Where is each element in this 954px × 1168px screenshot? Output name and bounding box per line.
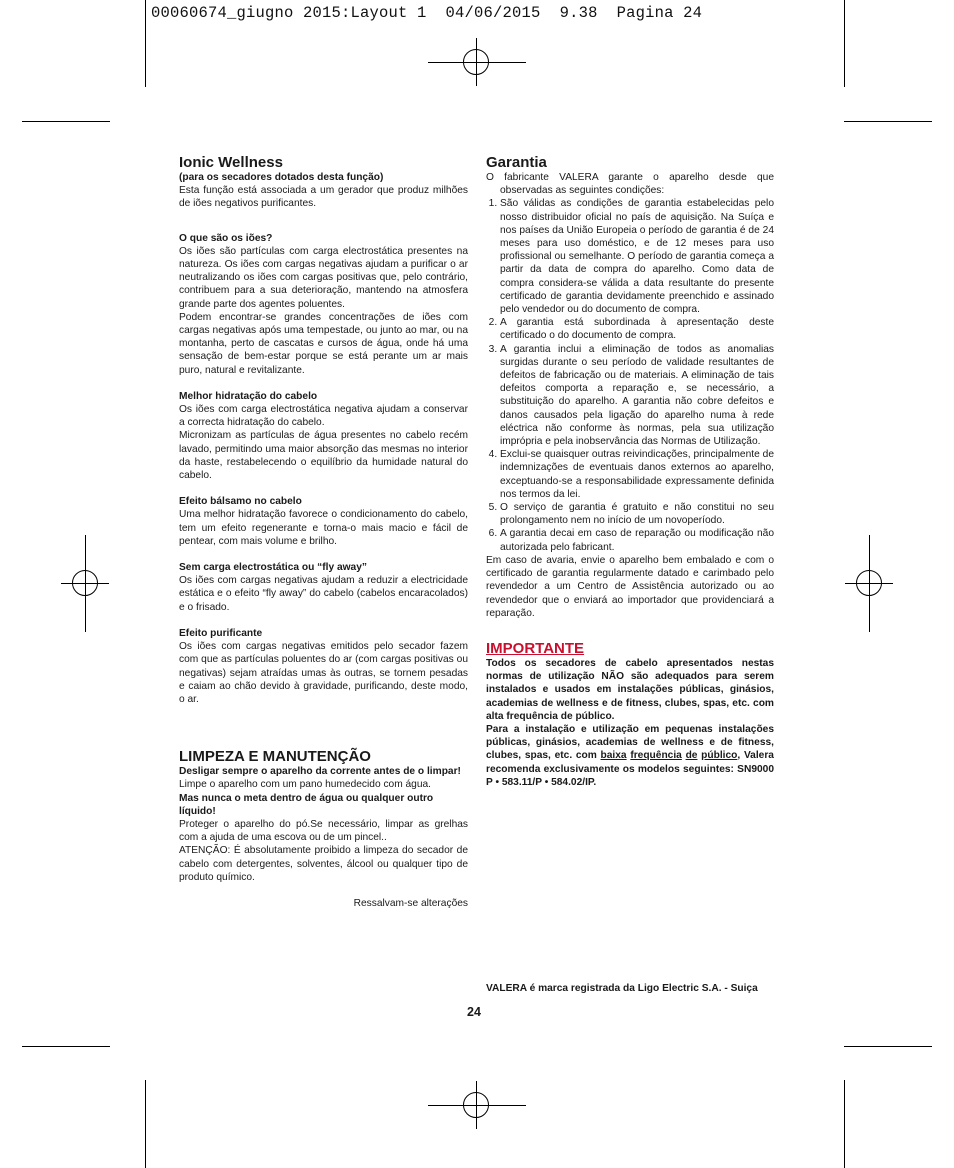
paragraph: Limpe o aparelho com um pano humedecido com água. (179, 779, 432, 791)
bold-paragraph: Para a instalação e utilização em pequenas instalações públicas, ginásios, academias de wellness e de fitness, clubes, spas, etc. com baixa frequência de público, Valera recomenda exclusivamente os modelos seguintes: SN9000 P • 583.11/P • 584.02/IP. (486, 723, 774, 788)
warranty-list (486, 197, 774, 553)
bold-paragraph: Todos os secadores de cabelo apresentados nestas normas de utilização NÃO são adequados para serem instalados e usados em instalações públicas, ginásios, academias de wellness e de fitness, clubes, spas, etc. com alta frequência de público. (486, 657, 774, 722)
crop-mark (844, 0, 845, 87)
section-title-balsam: Efeito bálsamo no cabelo (179, 496, 302, 508)
registration-mark-circle (856, 570, 882, 596)
section-title-purifying: Efeito purificante (179, 627, 263, 639)
crop-mark (844, 1046, 932, 1047)
paragraph: Os iões com cargas negativas emitidos pelo secador fazem com que as partículas poluentes do ar (com cargas positivas ou negativas) sejam atraídas umas às outras, se tornem pesadas e caiam ao chão devido à gravidade, purificando, deste modo, o ar. (179, 641, 468, 705)
registration-mark-circle (72, 570, 98, 596)
crop-mark (145, 1080, 146, 1168)
crop-mark (145, 0, 146, 87)
section-title-cleaning: LIMPEZA E MANUTENÇÃO (179, 748, 371, 766)
reserve-note: Ressalvam-se alterações (353, 897, 468, 909)
section-title-ions: O que são os iões? (179, 232, 273, 244)
section-title-important: IMPORTANTE (486, 639, 585, 657)
paragraph: Uma melhor hidratação favorece o condicionamento do cabelo, tem um efeito regenerante e torna-o mais macio e fácil de pentear, com mais volume e brilho. (179, 509, 468, 547)
section-title-warranty: Garantia (486, 154, 547, 171)
paragraph: Os iões com cargas negativas ajudam a reduzir a electricidade estática e o efeito “fly away” do cabelo (cabelos encaracolados) e o frisado. (179, 575, 468, 613)
paragraph: Micronizam as partículas de água presentes no cabelo recém lavado, permitindo uma maior absorção das mesmas no interior da haste, restabelecendo o equilíbrio da humidade natural do cabelo. (179, 430, 468, 482)
list-item: 3. A garantia inclui a eliminação de todos as anomalias surgidas durante o seu período de validade resultantes de defeitos de fabricação ou de materiais. A eliminação de tais defeitos comporta a reparação e, se necessário, a substituição do aparelho. A garantia não cobre defeitos e danos causados pela ligação do aparelho numa à rede eléctrica não conforme às normas, pela sua utilização imprópria e pela inobservância das Normas de Utilização. (500, 343, 774, 449)
section-title-hydration: Melhor hidratação do cabelo (179, 390, 318, 402)
bold-warning: Mas nunca o meta dentro de água ou qualquer outro líquido! (179, 792, 434, 817)
paragraph: ATENÇÃO: É absolutamente proibido a limpeza do secador de cabelo com detergentes, solventes, álcool ou qualquer tipo de produto químico. (179, 845, 468, 883)
paragraph: Os iões com carga electrostática negativa ajudam a conservar a correcta hidratação do cabelo. (179, 404, 468, 429)
list-item: 2. A garantia está subordinada à apresentação deste certificado o do documento de compra. (500, 316, 774, 342)
slug-line: 00060674_giugno 2015:Layout 1 04/06/2015 9.38 Pagina 24 (151, 4, 703, 22)
section-subtitle: (para os secadores dotados desta função) (179, 172, 384, 183)
crop-mark (844, 1080, 845, 1168)
crop-mark (22, 121, 110, 122)
paragraph: Em caso de avaria, envie o aparelho bem embalado e com o certificado de garantia regularmente datado e carimbado pelo revendedor a um Centro de Assistência autorizado ou ao revendedor que o enviará ao importador que providenciará a reparação. (486, 554, 774, 619)
paragraph: Os iões são partículas com carga electrostática presentes na natureza. Os iões com cargas negativas ajudam a purificar o ar neutralizando os iões com cargas positivas que, pelo contrário, contribuem para a sua deterioração, mantendo na atmosfera grande parte dos agentes poluentes. (179, 245, 468, 310)
section-title-flyaway: Sem carga electrostática ou “fly away” (179, 562, 367, 574)
list-item: 4. Exclui-se quaisquer outras reivindicações, principalmente de indemnizações de eventuais danos externos ao aparelho, exceptuando-se a responsabilidade expressamente definida nos termos da lei. (500, 448, 774, 501)
section-title-ionic: Ionic Wellness (179, 154, 283, 171)
list-item: 1. São válidas as condições de garantia estabelecidas pelo nosso distribuidor oficial no país de aquisição. Na Suíça e nos países da União Europeia o período de garantia é de 24 meses para uso doméstico, e de 12 meses para uso profissional ou semelhante. O período de garantia começa a partir da data de compra do aparelho. Como data de compra considera-se válida a data resultante do presente certificado de garantia devidamente preenchido e assinado pelo vendedor ou do documento de compra. (500, 197, 774, 316)
paragraph: Proteger o aparelho do pó.Se necessário, limpar as grelhas com a ajuda de uma escova ou de um pincel.. (179, 818, 468, 844)
paragraph: O fabricante VALERA garante o aparelho desde que observadas as seguintes condições: (486, 172, 774, 197)
crop-mark (22, 1046, 110, 1047)
list-item: 5. O serviço de garantia é gratuito e não constitui no seu prolongamento nem no início de um novoperíodo. (500, 501, 774, 527)
paragraph: Esta função está associada a um gerador que produz milhões de iões negativos purificantes. (179, 185, 468, 210)
page-number: 24 (467, 1005, 481, 1019)
paragraph: Podem encontrar-se grandes concentrações de iões com cargas negativas após uma tempestade, ou junto ao mar, ou na montanha, perto de cascatas e cursos de água, onde há uma sensação de bem-estar porque se está perante um ar mais puro, natural e revitalizante. (179, 311, 468, 376)
trademark-note: VALERA é marca registrada da Ligo Electric S.A. - Suiça (486, 983, 758, 994)
registration-mark-circle (463, 49, 489, 75)
list-item: 6. A garantia decai em caso de reparação ou modificação não autorizada pelo fabricant. (500, 527, 774, 553)
bold-warning: Desligar sempre o aparelho da corrente antes de o limpar! (179, 766, 461, 778)
crop-mark (844, 121, 932, 122)
registration-mark-circle (463, 1092, 489, 1118)
left-column (179, 154, 468, 910)
right-column (486, 154, 774, 789)
